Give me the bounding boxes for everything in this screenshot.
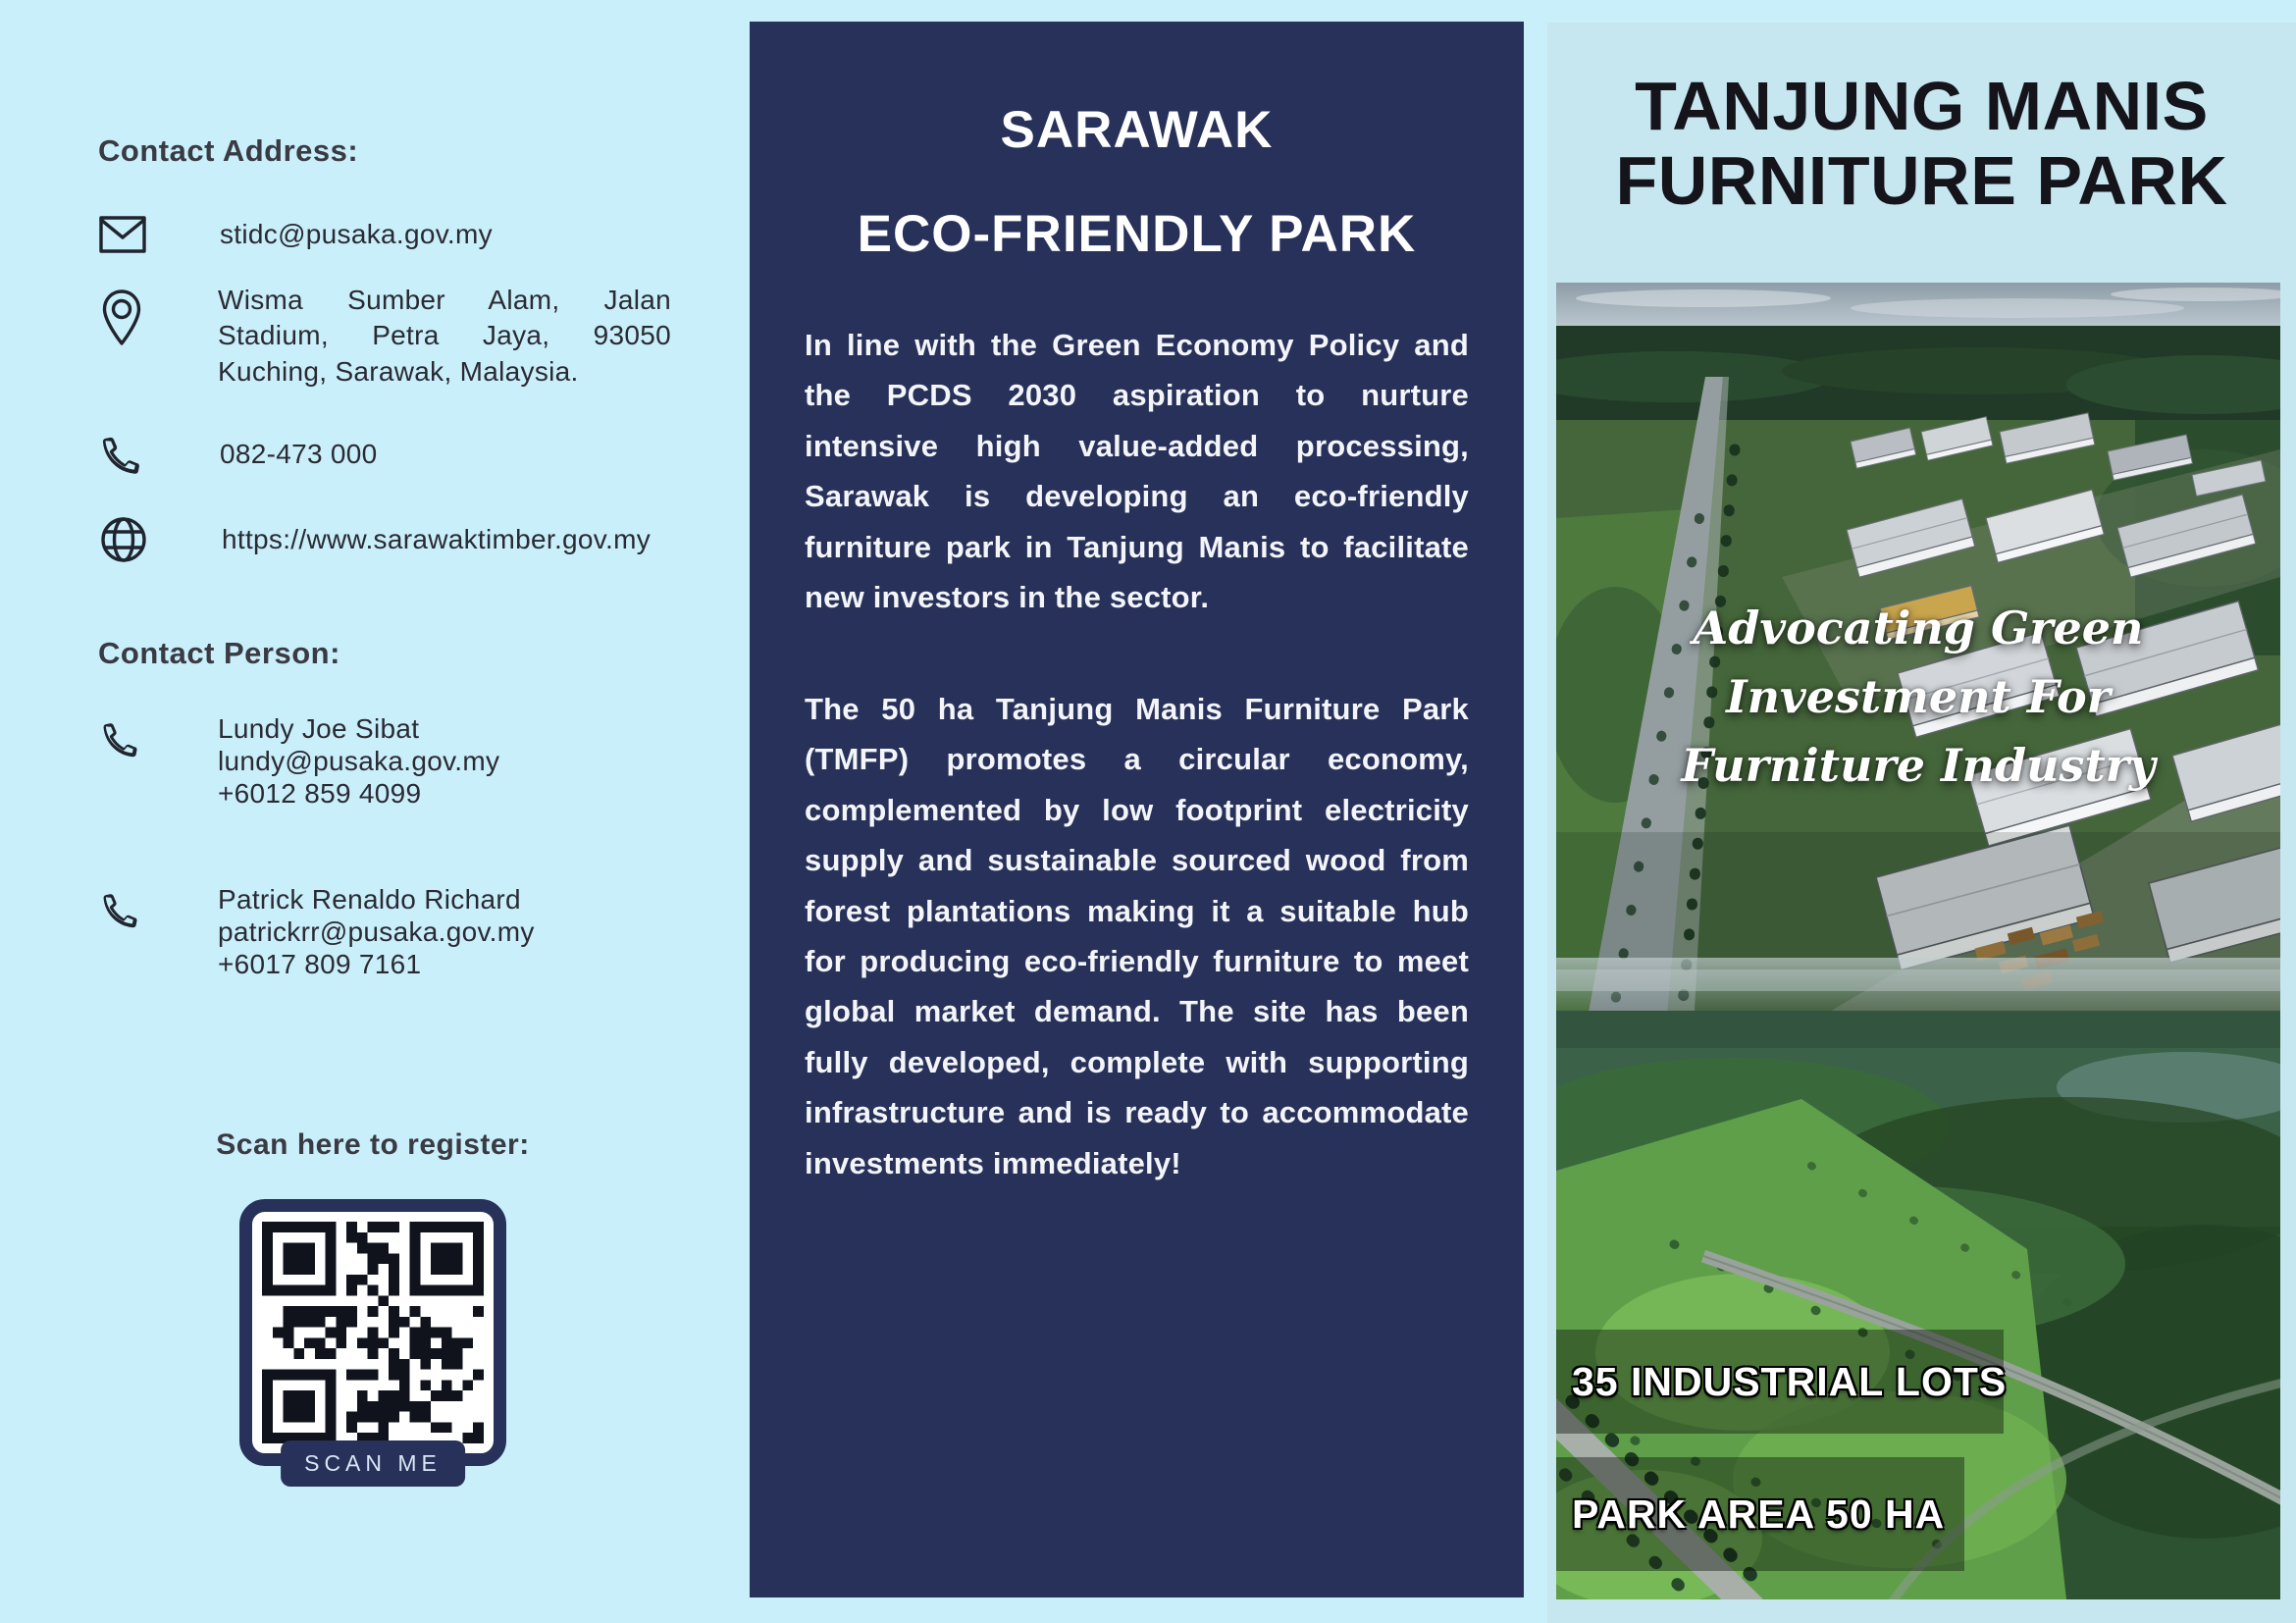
photo-caption-line1: Advocating Green Investment For <box>1693 602 2144 723</box>
address-value: Wisma Sumber Alam, Jalan Stadium, Petra Jaya, 93050 Kuching, Sarawak, Malaysia. <box>218 285 671 387</box>
contact-person-heading: Contact Person: <box>98 636 340 670</box>
person-phone: +6012 859 4099 <box>218 778 422 810</box>
person-email: patrickrr@pusaka.gov.my <box>218 916 535 948</box>
industrial-lots-label: 35 INDUSTRIAL LOTS <box>1572 1358 2008 1404</box>
eco-park-title-line1: SARAWAK <box>1000 101 1274 159</box>
contact-address-heading: Contact Address: <box>98 133 359 168</box>
person-1-details <box>218 712 499 810</box>
address-row <box>98 283 687 390</box>
cover-title <box>1547 23 2296 218</box>
globe-icon <box>98 514 149 565</box>
scan-me-badge: SCAN ME <box>281 1440 465 1487</box>
photo-caption-line2: Furniture Industry <box>1681 738 2156 792</box>
contact-person-2 <box>98 883 687 980</box>
phone-row <box>98 430 687 479</box>
contact-person-1 <box>98 712 687 810</box>
person-email: lundy@pusaka.gov.my <box>218 746 500 777</box>
eco-park-title-line2: ECO-FRIENDLY PARK <box>857 205 1417 263</box>
email-row <box>98 214 687 255</box>
qr-code-pattern <box>262 1222 484 1443</box>
cover-title-line2: FURNITURE PARK <box>1615 141 2228 219</box>
person-phone: +6017 809 7161 <box>218 949 422 980</box>
cover-panel <box>1547 23 2296 1623</box>
website-row <box>98 514 687 565</box>
industrial-lots-band <box>1556 1330 2008 1434</box>
eco-park-panel <box>750 22 1524 1597</box>
contact-panel <box>0 0 750 1623</box>
email-value: stidc@pusaka.gov.my <box>220 218 493 249</box>
park-aerial-photo <box>1556 283 2280 1599</box>
person-2-details <box>218 883 535 980</box>
cover-title-line1: TANJUNG MANIS <box>1635 68 2209 144</box>
eco-park-paragraph-2: The 50 ha Tanjung Manis Furniture Park (TMFP) promotes a circular economy, complemented by low footprint electricity supply and sustainable sourced wood from forest plantations making it a suitable hub for producing eco-friendly furniture to meet global market demand. The site has been fully developed, complete with supporting infrastructure and is ready to accommodate investments immediately! <box>805 691 1469 1180</box>
eco-park-title <box>805 79 1469 287</box>
qr-code <box>239 1199 506 1476</box>
park-area-band <box>1556 1457 1964 1571</box>
park-area-label: PARK AREA 50 HA <box>1572 1491 1946 1537</box>
person-name: Patrick Renaldo Richard <box>218 884 521 915</box>
eco-park-paragraph-1: In line with the Green Economy Policy and the PCDS 2030 aspiration to nurture intensive high value-added processing, Sarawak is developing an eco-friendly furniture park in Tanjung Manis to facilitate new investors in the sector. <box>805 328 1469 615</box>
phone-icon <box>98 887 145 932</box>
location-pin-icon <box>98 288 145 347</box>
phone-value: 082-473 000 <box>220 438 378 469</box>
photo-caption <box>1556 595 2280 801</box>
phone-icon <box>98 430 147 479</box>
scan-register-heading: Scan here to register: <box>216 1128 530 1161</box>
person-name: Lundy Joe Sibat <box>218 713 420 744</box>
phone-icon <box>98 716 145 761</box>
email-icon <box>98 214 147 255</box>
website-value: https://www.sarawaktimber.gov.my <box>222 523 651 554</box>
